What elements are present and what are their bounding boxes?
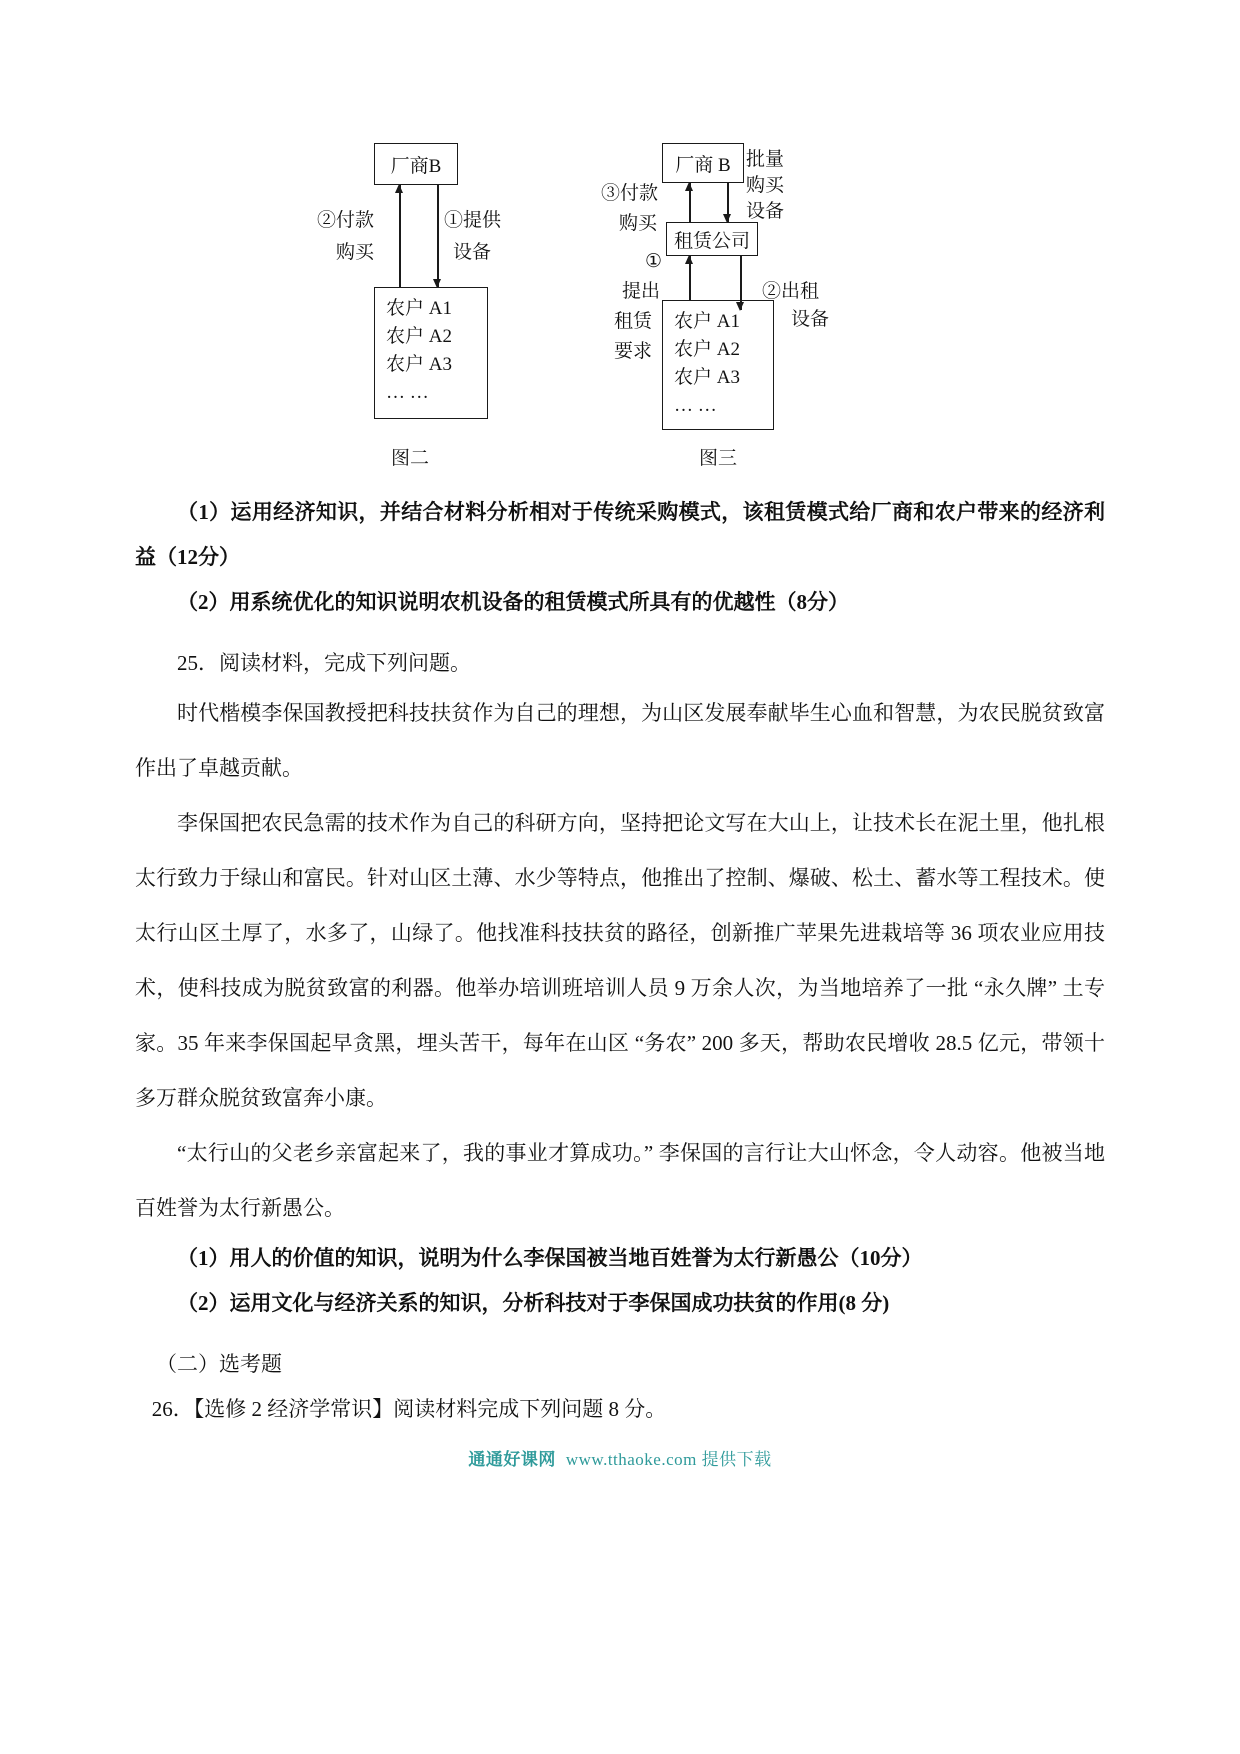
question-25-paragraph-3: “太行山的父老乡亲富起来了，我的事业才算成功。” 李保国的言行让大山怀念，令人动容。他被当地百姓誉为太行新愚公。 — [135, 1141, 1105, 1220]
fig3-pay-label-line1: ③付款 — [601, 183, 659, 204]
fig3-bulk-label-line1: 批量 — [746, 149, 785, 170]
question-25-stem: 25．阅读材料，完成下列问题。 — [177, 651, 471, 675]
fig2-manufacturer-label: 厂商B — [390, 155, 442, 177]
fig2-payment-arrow-up — [399, 185, 401, 287]
page-footer — [0, 1445, 1240, 1470]
fig3-bulk-label-line2: 购买 — [746, 175, 785, 196]
fig3-farmer-row: 农户 A3 — [674, 367, 740, 388]
fig2-farmer-row: … … — [386, 382, 429, 403]
fig2-farmer-row: 农户 A2 — [386, 326, 452, 347]
figures-area — [0, 133, 1240, 478]
fig3-lease-arrow-down — [740, 256, 742, 310]
fig2-provide-label-line1: ①提供 — [444, 210, 502, 231]
fig3-lease-label-line2: 设备 — [791, 309, 830, 330]
fig2-pay-label-line2: 购买 — [336, 242, 375, 263]
fig3-pay-label-line2: 购买 — [619, 213, 658, 234]
document-body — [0, 490, 1240, 1432]
fig3-farmer-row: 农户 A1 — [674, 311, 740, 332]
fig3-purchase-arrow-down — [727, 183, 729, 222]
fig3-bulk-label-line3: 设备 — [746, 201, 785, 222]
footer-tagline: www.tthaoke.com 提供下载 — [565, 1450, 772, 1469]
question-25-sub1: （1）用人的价值的知识，说明为什么李保国被当地百姓誉为太行新愚公（10分） — [177, 1246, 923, 1270]
fig2-farmer-row: 农户 A1 — [386, 298, 452, 319]
fig3-request-label-line2: 提出 — [622, 281, 661, 302]
fig3-leasing-company-label: 租赁公司 — [673, 230, 750, 252]
fig3-manufacturer-label: 厂商 B — [675, 154, 731, 176]
section-2-title: （二）选考题 — [156, 1352, 282, 1376]
fig3-request-label-line3: 租赁 — [614, 311, 653, 332]
fig2-manufacturer-box — [374, 143, 458, 185]
fig2-farmers-box — [374, 287, 488, 419]
question-24-sub2: （2）用系统优化的知识说明农机设备的租赁模式所具有的优越性（8分） — [177, 590, 849, 614]
fig3-lease-label-line1: ②出租 — [762, 281, 820, 302]
fig3-caption: 图三 — [699, 448, 738, 469]
fig2-provide-arrow-down — [437, 185, 439, 287]
fig3-farmer-row: … … — [674, 395, 717, 416]
fig2-farmer-row: 农户 A3 — [386, 354, 452, 375]
footer-site-name: 通通好课网 — [468, 1450, 556, 1469]
fig3-farmers-box — [662, 300, 774, 430]
question-25-sub2: （2）运用文化与经济关系的知识，分析科技对于李保国成功扶贫的作用(8 分) — [177, 1291, 890, 1315]
fig3-payment-arrow-up — [689, 183, 691, 222]
fig2-provide-label-line2: 设备 — [453, 242, 492, 263]
fig2-pay-label-line1: ②付款 — [317, 210, 375, 231]
question-25-paragraph-1: 时代楷模李保国教授把科技扶贫作为自己的理想，为山区发展奉献毕生心血和智慧，为农民脱贫致富作出了卓越贡献。 — [135, 701, 1105, 780]
fig3-request-label-line4: 要求 — [614, 341, 653, 362]
fig3-leasing-company-box — [666, 222, 758, 256]
question-25-paragraph-2: 李保国把农民急需的技术作为自己的科研方向，坚持把论文写在大山上，让技术长在泥土里，他扎根太行致力于绿山和富民。针对山区土薄、水少等特点，他推出了控制、爆破、松土、蓄水等工程技术。使太行山区土厚了，水多了，山绿了。他找准科技扶贫的路径，创新推广苹果先进栽培等 36 项农业应用技术，使科技成为脱贫致富的利器。他举办培训班培训人员 9 万余人次，为当地培养了一批 “永久牌” 土专家。35 年来李保国起早贪黑，埋头苦干，每年在山区 “务农” 200 多天，帮助农民增收 28.5 亿元，带领十多万群众脱贫致富奔小康。 — [135, 811, 1105, 1110]
fig3-farmer-row: 农户 A2 — [674, 339, 740, 360]
fig3-manufacturer-box — [662, 143, 744, 183]
fig3-request-arrow-up — [689, 256, 691, 300]
fig3-request-label-line1: ① — [645, 251, 663, 272]
fig2-caption: 图二 — [391, 448, 430, 469]
question-26-stem: 26．【选修 2 经济学常识】阅读材料完成下列问题 8 分。 — [151, 1397, 667, 1421]
question-24-sub1: （1）运用经济知识，并结合材料分析相对于传统采购模式，该租赁模式给厂商和农户带来的经济利益（12分） — [135, 500, 1105, 569]
